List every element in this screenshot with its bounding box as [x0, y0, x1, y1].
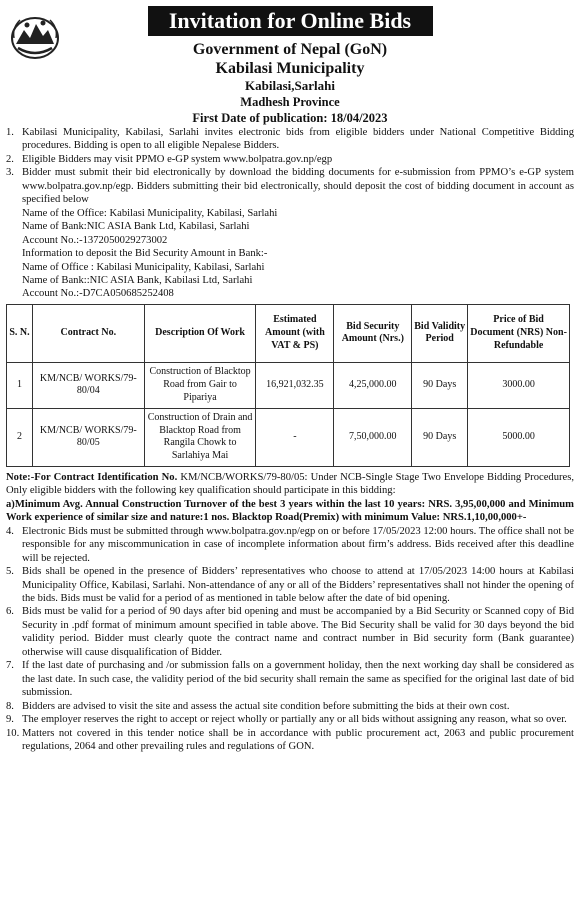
table-cell: Construction of Drain and Blacktop Road from Rangila Chowk to Sarlahiya Mai [144, 408, 256, 466]
note-text: KM/NCB/WORKS/79-80/05: Under NCB-Single Stage Two Envelope Bidding Procedures, Only eligible bidders with the following key qualification should participate in this bidding: [6, 471, 574, 497]
account-line: Name of Office : Kabilasi Municipality, Kabilasi, Sarlahi [22, 261, 265, 273]
notice-item [6, 126, 574, 153]
item-text: Electronic Bids must be submitted through www.bolpatra.gov.np/egp on or before 17/05/2023 12:00 hours. The office shall not be responsible for any miscommunication in case of incomplete information about firm’s address. Bids received after this deadline will be rejected. [22, 525, 574, 564]
account-details [6, 207, 574, 301]
item-number: 10. [6, 727, 20, 739]
table-row [7, 408, 570, 466]
account-line: Name of Bank::NIC ASIA Bank, Kabilasi Ltd, Sarlahi [22, 274, 253, 286]
qualification-requirement: a)Minimum Avg. Annual Construction Turnover of the best 3 years within the last 10 years: NRS. 3,95,00,000 and Minimum Work experience of similar size and nature:1 nos. Blacktop Road(Premix) with minimum Value: NRS.1,10,00,000+- [6, 498, 574, 524]
notice-item [6, 605, 574, 659]
table-cell: 3000.00 [468, 362, 570, 408]
table-cell: KM/NCB/ WORKS/79-80/05 [32, 408, 144, 466]
table-cell: 90 Days [412, 362, 468, 408]
table-cell: 90 Days [412, 408, 468, 466]
table-cell: 7,50,000.00 [334, 408, 412, 466]
account-line: Account No.:-1372050029273002 [22, 234, 168, 246]
publication-date: First Date of publication: 18/04/2023 [192, 111, 388, 125]
province-subtitle: Madhesh Province [240, 95, 340, 109]
item-number: 1. [6, 127, 14, 138]
column-header: Description Of Work [144, 304, 256, 362]
notice-item [6, 166, 574, 206]
item-number: 3. [6, 167, 14, 179]
notice-banner-title: Invitation for Online Bids [148, 6, 433, 36]
column-header: Bid Security Amount (Nrs.) [334, 304, 412, 362]
contract-note [6, 471, 574, 498]
column-header: S. N. [7, 304, 33, 362]
municipality-title: Kabilasi Municipality [215, 60, 365, 77]
account-line: Information to deposit the Bid Security Amount in Bank:- [22, 248, 268, 260]
item-text: Bids shall be opened in the presence of Bidders’ representatives who choose to attend at 17/05/2023 14:00 hours at Kabilasi Municipality Office, Kabilasi, Sarlahi. Non-attendance of any or all of the Bidders’ representatives shall not hinder the opening of the bids. Bids must be valid for a period of as mentioned in table below after the date of bid opening. [22, 566, 574, 604]
note-prefix: Note:-For Contract Identification No. [6, 471, 178, 483]
table-cell: KM/NCB/ WORKS/79-80/04 [32, 362, 144, 408]
table-cell: Construction of Blacktop Road from Gair to Pipariya [144, 362, 256, 408]
account-line: Name of Bank:NIC ASIA Bank Ltd, Kabilasi, Sarlahi [22, 221, 250, 233]
column-header: Contract No. [32, 304, 144, 362]
column-header: Price of Bid Document (NRS) Non-Refundable [468, 304, 570, 362]
item-text: If the last date of purchasing and /or submission falls on a government holiday, then the next working day shall be considered as the last date. In such case, the validity period of the bid security shall remain the same as specified for the original last date of bid submission. [22, 660, 574, 699]
notice-items-top [6, 126, 574, 301]
item-text: Eligible Bidders may visit PPMO e-GP system www.bolpatra.gov.np/egp [22, 153, 333, 165]
notice-item [6, 525, 574, 565]
item-number: 6. [6, 606, 14, 618]
notice-item [6, 727, 574, 754]
table-row [7, 362, 570, 408]
item-text: Kabilasi Municipality, Kabilasi, Sarlahi invites electronic bids from eligible bidders under National Competitive Bidding procedures. Bidding is open to all eligible Nepalese Bidders. [22, 127, 574, 152]
notice-item [6, 153, 574, 166]
government-title: Government of Nepal (GoN) [192, 41, 388, 58]
table-cell: - [256, 408, 334, 466]
table-cell: 1 [7, 362, 33, 408]
account-line: Name of the Office: Kabilasi Municipality, Kabilasi, Sarlahi [22, 207, 278, 219]
notice-items-bottom [6, 525, 574, 754]
location-subtitle: Kabilasi,Sarlahi [245, 78, 335, 93]
table-cell: 5000.00 [468, 408, 570, 466]
account-line: Account No.:-D7CA050685252408 [22, 288, 174, 300]
notice-item [6, 713, 574, 726]
table-cell: 4,25,000.00 [334, 362, 412, 408]
notice-item [6, 659, 574, 699]
notice-item [6, 565, 574, 605]
contracts-table [6, 304, 570, 467]
column-header: Estimated Amount (with VAT & PS) [256, 304, 334, 362]
item-text: The employer reserves the right to accept or reject wholly or partially any or all bids without assigning any reason, what so over. [22, 714, 567, 726]
item-number: 7. [6, 660, 14, 672]
item-number: 4. [6, 525, 14, 537]
table-cell: 16,921,032.35 [256, 362, 334, 408]
item-number: 8. [6, 700, 14, 712]
item-text: Matters not covered in this tender notice shall be in accordance with public procurement act, 2063 and public procurement regulations, 2064 and other prevailing rules and regulations of GON. [22, 727, 574, 752]
table-cell: 2 [7, 408, 33, 466]
item-text: Bidder must submit their bid electronically by download the bidding documents for e-submission from PPMO’s e-GP system www.bolpatra.gov.np/egp. Bidders submitting their bid electronically, should deposit the cost of bidding document in account as specified below [22, 167, 574, 206]
nepal-government-emblem-icon [10, 14, 60, 62]
notice-item [6, 700, 574, 713]
item-text: Bidders are advised to visit the site and assess the actual site condition before submitting the bids at their own cost. [22, 700, 510, 712]
table-header-row [7, 304, 570, 362]
column-header: Bid Validity Period [412, 304, 468, 362]
item-text: Bids must be valid for a period of 90 days after bid opening and must be accompanied by a Bid Security or Scanned copy of Bid Security in .pdf format of minimum amount specified in table above. The Bid Security shall be valid for 30 days beyond the bid validity period. Bidder must clearly quote the contract name and contract number in Bid security form (Bank guarantee) otherwise will cause disqualification of Bidder. [22, 606, 574, 658]
item-number: 9. [6, 714, 14, 726]
item-number: 2. [6, 153, 14, 165]
item-number: 5. [6, 566, 14, 578]
